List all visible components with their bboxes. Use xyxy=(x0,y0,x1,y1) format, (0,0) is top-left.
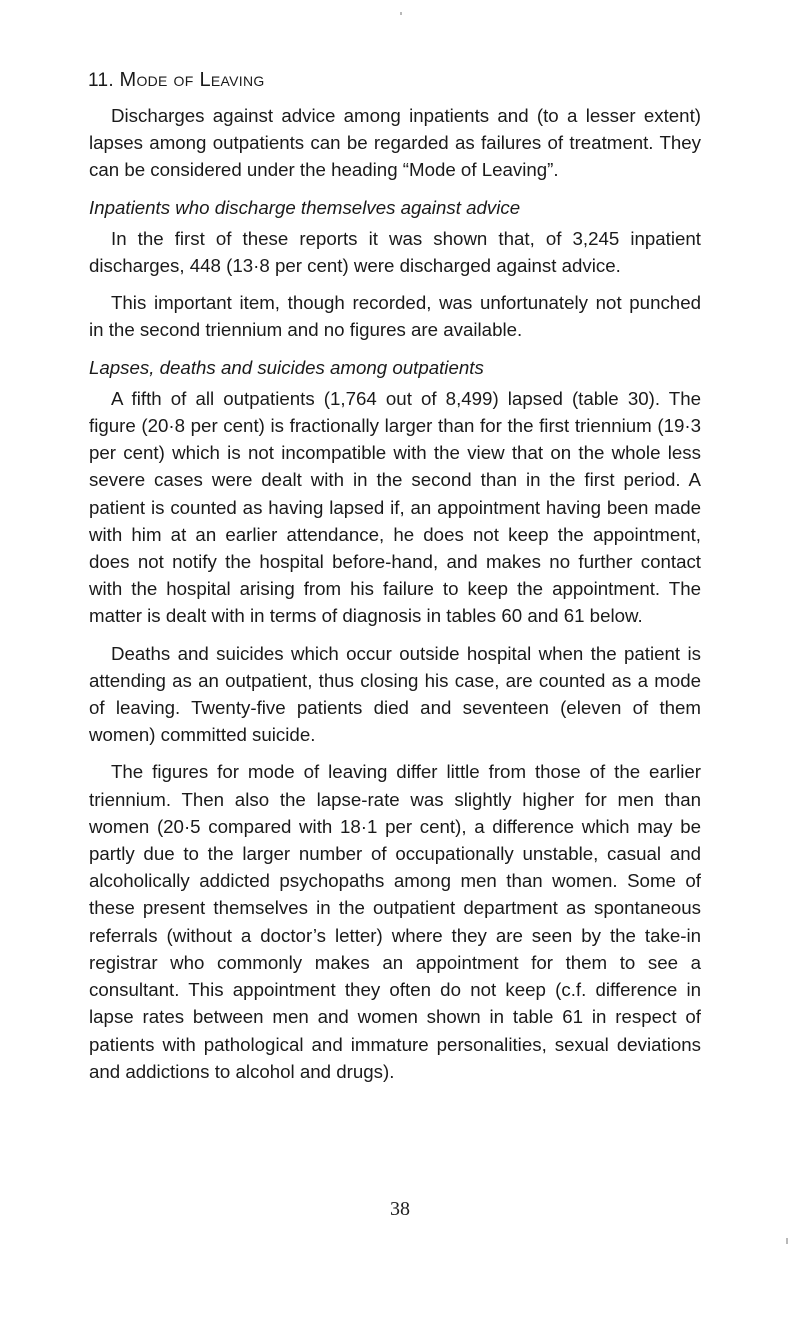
inpatients-paragraph-2: This important item, though recorded, was unfortunately not punched in the second triennium and no figures are available. xyxy=(89,292,701,341)
inpatients-subheading: Inpatients who discharge themselves against advice xyxy=(89,196,521,218)
lapses-paragraph-1: A fifth of all outpatients (1,764 out of 8,499) lapsed (table 30). The figure (20·8 per cent) is fractionally larger than for the first triennium (19·3 per cent) which is not incompatible with the view that on the whole less severe cases were dealt with in the second than in the first period. A patient is counted as having lapsed if, an appointment having been made with him at an earlier attendance, he does not keep the appointment, does not notify the hospital before-hand, and makes no further contact with the hospital arising from his failure to keep the appointment. The matter is dealt with in terms of diagnosis in tables 60 and 61 below. xyxy=(89,387,701,627)
inpatients-paragraph-1: In the first of these reports it was shown that, of 3,245 inpatient discharges, 448 (13·8 per cent) were discharged against advice. xyxy=(89,227,701,277)
intro-paragraph: Discharges against advice among inpatients and (to a lesser extent) lapses among outpatients can be regarded as failures of treatment. They can be considered under the heading “Mode of Leaving”. xyxy=(89,105,701,181)
lapses-paragraph-3: The figures for mode of leaving differ little from those of the earlier triennium. Then also the lapse-rate was slightly higher for men than women (20·5 compared with 18·1 per cent), a difference which may be partly due to the larger number of occupationally unstable, casual and alcoholically addicted psychopaths among men than women. Some of these present themselves in the outpatient department as spontaneous referrals (without a doctor’s letter) where they are seen by the take-in registrar who commonly makes an appointment for them to see a consultant. This appointment they often do not keep (c.f. difference in lapse rates between men and women shown in table 61 in respect of patients with pathological and immature personalities, sexual deviations and addictions to alcohol and drugs). xyxy=(89,761,701,1082)
section-title: Mode of Leaving xyxy=(119,69,265,91)
page-number: 38 xyxy=(390,1198,410,1220)
lapses-paragraph-2: Deaths and suicides which occur outside hospital when the patient is attending as an outpatient, thus closing his case, are counted as a mode of leaving. Twenty-five patients died and seventeen (eleven of them women) committed suicide. xyxy=(89,642,701,746)
document-page xyxy=(89,68,701,1095)
section-number: 11. xyxy=(88,70,114,91)
section-heading xyxy=(88,68,701,93)
scan-speck xyxy=(786,1238,788,1244)
lapses-subheading: Lapses, deaths and suicides among outpatients xyxy=(89,356,484,378)
scan-speck xyxy=(400,12,402,15)
